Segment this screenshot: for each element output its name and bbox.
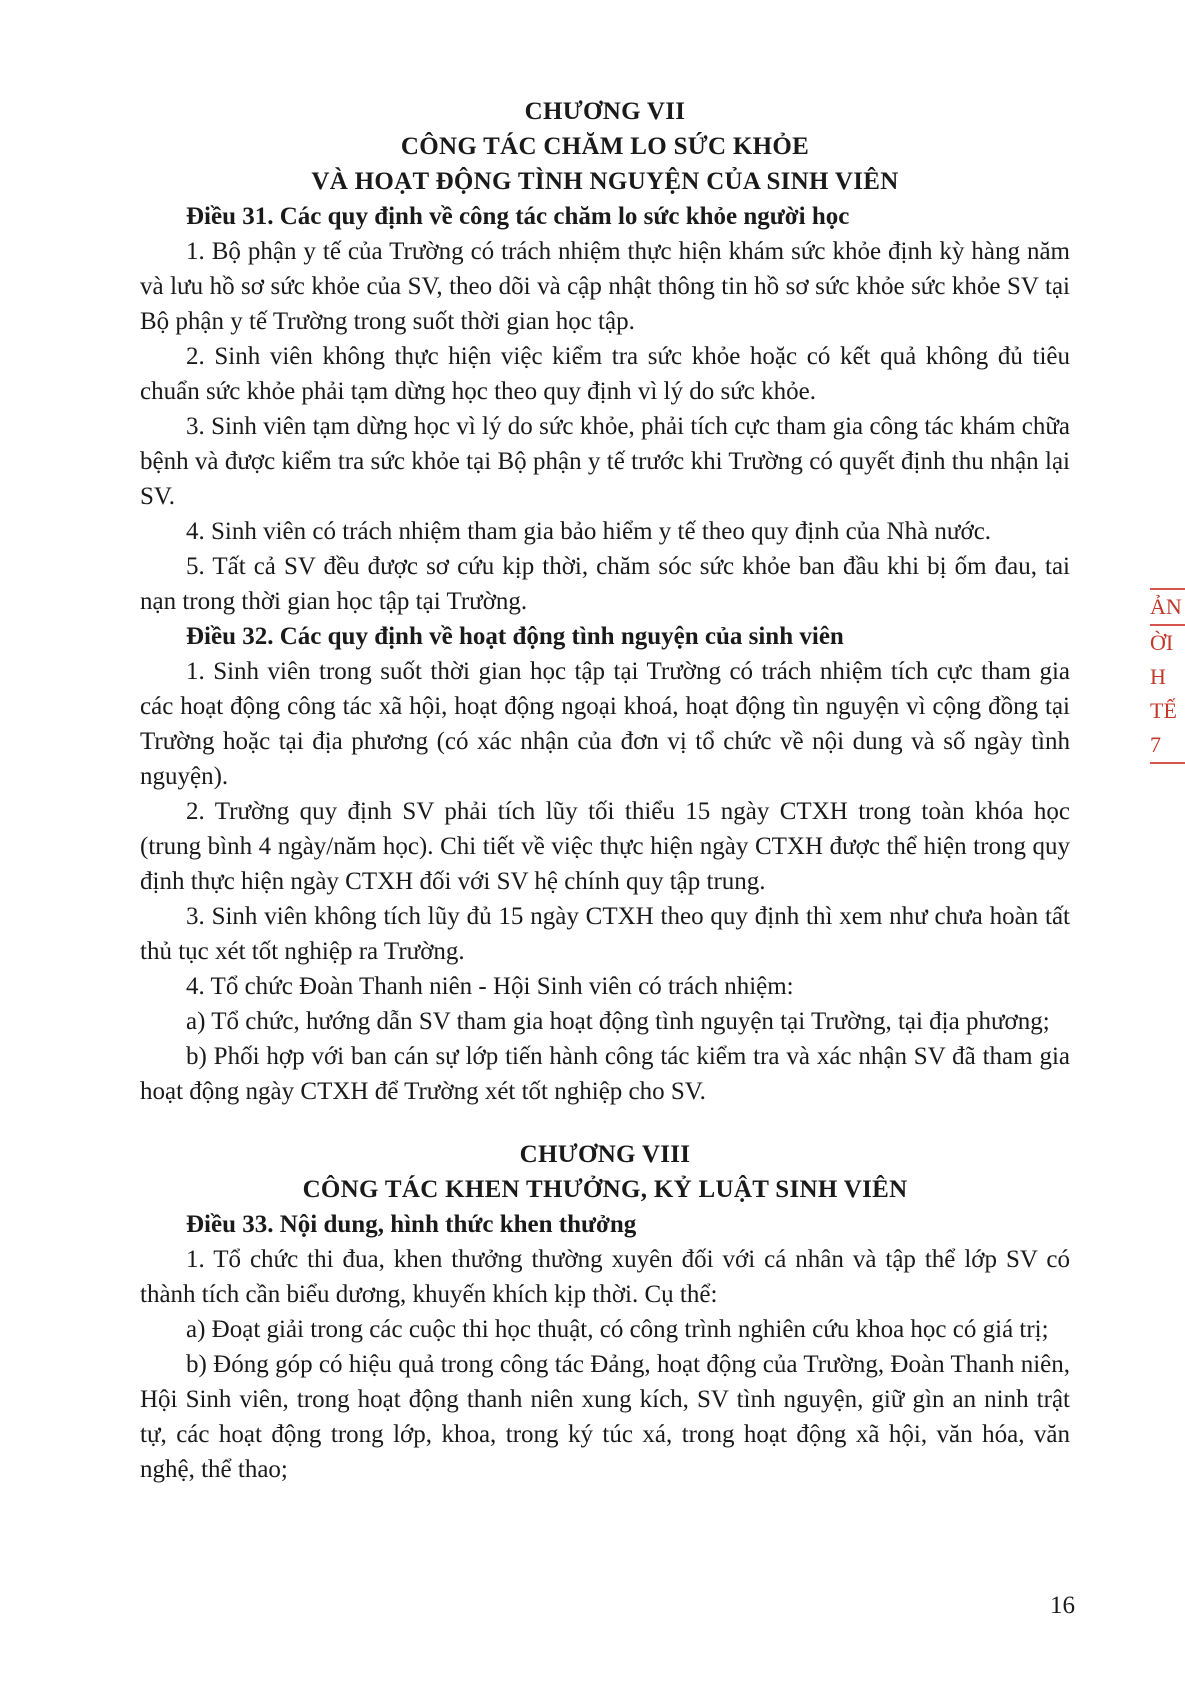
article-32-clause-1: 1. Sinh viên trong suốt thời gian học tập tại Trường có trách nhiệm tích cực tham gia các hoạt động công tác xã hội, hoạt động ngoại khoá, hoạt động tìn nguyện vì cộng đồng tại Trường hoặc tại địa phương (có xác nhận của đơn vị tổ chức về nội dung và số ngày tình nguyện).	[140, 658, 1070, 790]
chapter-7-title-line-1: CÔNG TÁC CHĂM LO SỨC KHỎE	[400, 133, 810, 160]
article-33-clause-1b: b) Đóng góp có hiệu quả trong công tác Đảng, hoạt động của Trường, Đoàn Thanh niên, Hội Sinh viên, trong hoạt động thanh niên xung kích, SV tình nguyện, giữ gìn an ninh trật tự, các hoạt động trong lớp, khoa, trong ký túc xá, trong hoạt động xã hội, văn hóa, văn nghệ, thể thao;	[140, 1351, 1070, 1483]
article-32-title: Điều 32. Các quy định về hoạt động tình nguyện của sinh viên	[186, 623, 844, 650]
stamp-text-1: ẢN	[1150, 594, 1182, 619]
article-31-title: Điều 31. Các quy định về công tác chăm lo sức khỏe người học	[186, 203, 850, 230]
article-31-clause-2: 2. Sinh viên không thực hiện việc kiểm tra sức khỏe hoặc có kết quả không đủ tiêu chuẩn sức khỏe phải tạm dừng học theo quy định vì lý do sức khỏe.	[140, 343, 1070, 405]
chapter-7-title-line-2: VÀ HOẠT ĐỘNG TÌNH NGUYỆN CỦA SINH VIÊN	[311, 168, 899, 195]
article-32-clause-4: 4. Tổ chức Đoàn Thanh niên - Hội Sinh viên có trách nhiệm:	[186, 973, 794, 1000]
stamp-text-2: ỜI	[1150, 630, 1174, 655]
article-31-clause-1: 1. Bộ phận y tế của Trường có trách nhiệm thực hiện khám sức khỏe định kỳ hàng năm và lưu hồ sơ sức khỏe của SV, theo dõi và cập nhật thông tin hồ sơ sức khỏe sức khỏe SV tại Bộ phận y tế Trường trong suốt thời gian học tập.	[140, 238, 1070, 335]
chapter-7-heading: CHƯƠNG VII	[524, 98, 686, 125]
article-32-clause-3: 3. Sinh viên không tích lũy đủ 15 ngày CTXH theo quy định thì xem như chưa hoàn tất thủ tục xét tốt nghiệp ra Trường.	[140, 903, 1070, 965]
article-33-title: Điều 33. Nội dung, hình thức khen thưởng	[186, 1211, 637, 1238]
chapter-8-heading: CHƯƠNG VIII	[519, 1141, 691, 1168]
red-stamp-fragment	[1150, 588, 1185, 798]
article-32-clause-2: 2. Trường quy định SV phải tích lũy tối thiểu 15 ngày CTXH trong toàn khóa học (trung bình 4 ngày/năm học). Chi tiết về việc thực hiện ngày CTXH được thể hiện trong quy định thực hiện ngày CTXH đối với SV hệ chính quy tập trung.	[140, 798, 1070, 895]
stamp-text-4: TẾ	[1150, 698, 1177, 723]
chapter-8-title: CÔNG TÁC KHEN THƯỞNG, KỶ LUẬT SINH VIÊN	[302, 1176, 908, 1203]
article-32-clause-4a: a) Tổ chức, hướng dẫn SV tham gia hoạt động tình nguyện tại Trường, tại địa phương;	[186, 1008, 1050, 1035]
stamp-text-3: H	[1150, 664, 1166, 689]
article-31-clause-3: 3. Sinh viên tạm dừng học vì lý do sức khỏe, phải tích cực tham gia công tác khám chữa bệnh và được kiểm tra sức khỏe tại Bộ phận y tế trước khi Trường có quyết định thu nhận lại SV.	[140, 413, 1070, 510]
article-33-clause-1a: a) Đoạt giải trong các cuộc thi học thuật, có công trình nghiên cứu khoa học có giá trị;	[186, 1316, 1049, 1343]
document-page	[140, 94, 1070, 1487]
section-gap	[140, 1109, 1070, 1137]
page-number: 16	[1050, 1592, 1075, 1619]
article-31-clause-4: 4. Sinh viên có trách nhiệm tham gia bảo hiểm y tế theo quy định của Nhà nước.	[186, 518, 992, 545]
article-33-clause-1: 1. Tổ chức thi đua, khen thưởng thường xuyên đối với cá nhân và tập thể lớp SV có thành tích cần biểu dương, khuyến khích kịp thời. Cụ thể:	[140, 1246, 1070, 1308]
stamp-text-5: 7	[1150, 732, 1161, 757]
stamp-rule-bottom	[1150, 762, 1185, 764]
article-32-clause-4b: b) Phối hợp với ban cán sự lớp tiến hành công tác kiểm tra và xác nhận SV đã tham gia hoạt động ngày CTXH để Trường xét tốt nghiệp cho SV.	[140, 1043, 1070, 1105]
article-31-clause-5: 5. Tất cả SV đều được sơ cứu kịp thời, chăm sóc sức khỏe ban đầu khi bị ốm đau, tai nạn trong thời gian học tập tại Trường.	[140, 553, 1070, 615]
